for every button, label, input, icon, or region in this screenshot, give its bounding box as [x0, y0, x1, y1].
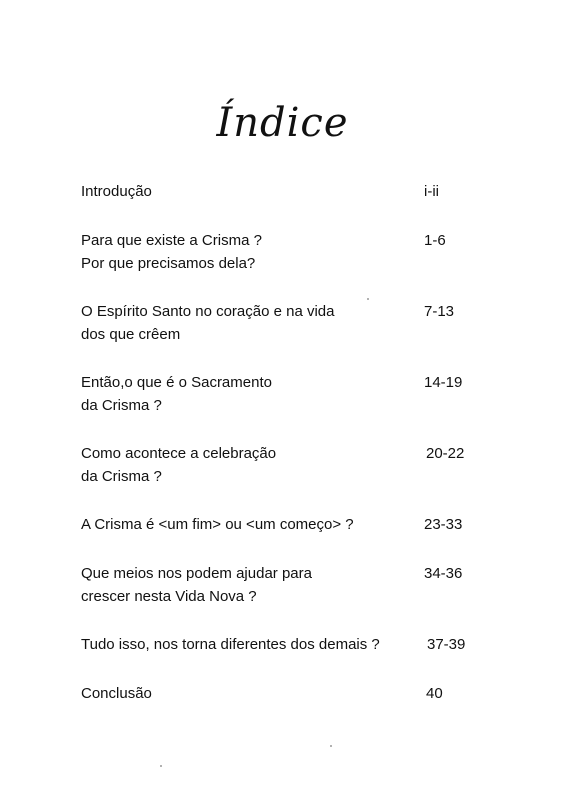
toc-entry-sacramento [81, 371, 521, 417]
toc-entry-line: Para que existe a Crisma ? [81, 232, 262, 249]
toc-page-range: 14-19 [424, 374, 463, 391]
toc-entry-diferentes [81, 633, 521, 656]
toc-page-range: 37-39 [427, 636, 466, 653]
toc-page-range: 1-6 [424, 232, 446, 249]
toc-entry-line: Tudo isso, nos torna diferentes dos demais ? [81, 636, 380, 653]
toc-entry-line: Por que precisamos dela? [81, 255, 256, 272]
toc-entry-line: Que meios nos podem ajudar para [81, 565, 312, 582]
toc-entry-line: Conclusão [81, 685, 152, 702]
toc-entry-line: Como acontece a celebração [81, 445, 277, 462]
toc-entry-line: da Crisma ? [81, 397, 162, 414]
toc-entry-line: Então,o que é o Sacramento [81, 374, 272, 391]
toc-page-range: 34-36 [424, 565, 463, 582]
toc-page-range: 20-22 [426, 445, 465, 462]
toc-entry-line: da Crisma ? [81, 468, 162, 485]
scan-speck [367, 298, 369, 300]
toc-page-range: i-ii [424, 183, 439, 200]
toc-entry-meios [81, 562, 521, 608]
scan-speck [330, 745, 332, 747]
toc-entry-line: dos que crêem [81, 326, 181, 343]
toc-page-range: 40 [426, 685, 443, 702]
toc-entry-line: O Espírito Santo no coração e na vida [81, 303, 335, 320]
page-title: Índice [216, 100, 349, 146]
scan-speck [160, 765, 162, 767]
toc-entry-celebracao [81, 442, 521, 488]
toc-entry-conclusao [81, 682, 521, 705]
toc-entry-introducao [81, 180, 521, 203]
toc-entry-espirito-santo [81, 300, 521, 346]
toc-entry-para-que-existe [81, 229, 521, 275]
toc-page-range: 23-33 [424, 516, 463, 533]
toc-entry-fim-ou-comeco [81, 513, 521, 536]
toc-entry-line: crescer nesta Vida Nova ? [81, 588, 257, 605]
toc-entry-line: A Crisma é <um fim> ou <um começo> ? [81, 516, 354, 533]
toc-entry-line: Introdução [81, 183, 152, 200]
toc-page-range: 7-13 [424, 303, 455, 320]
